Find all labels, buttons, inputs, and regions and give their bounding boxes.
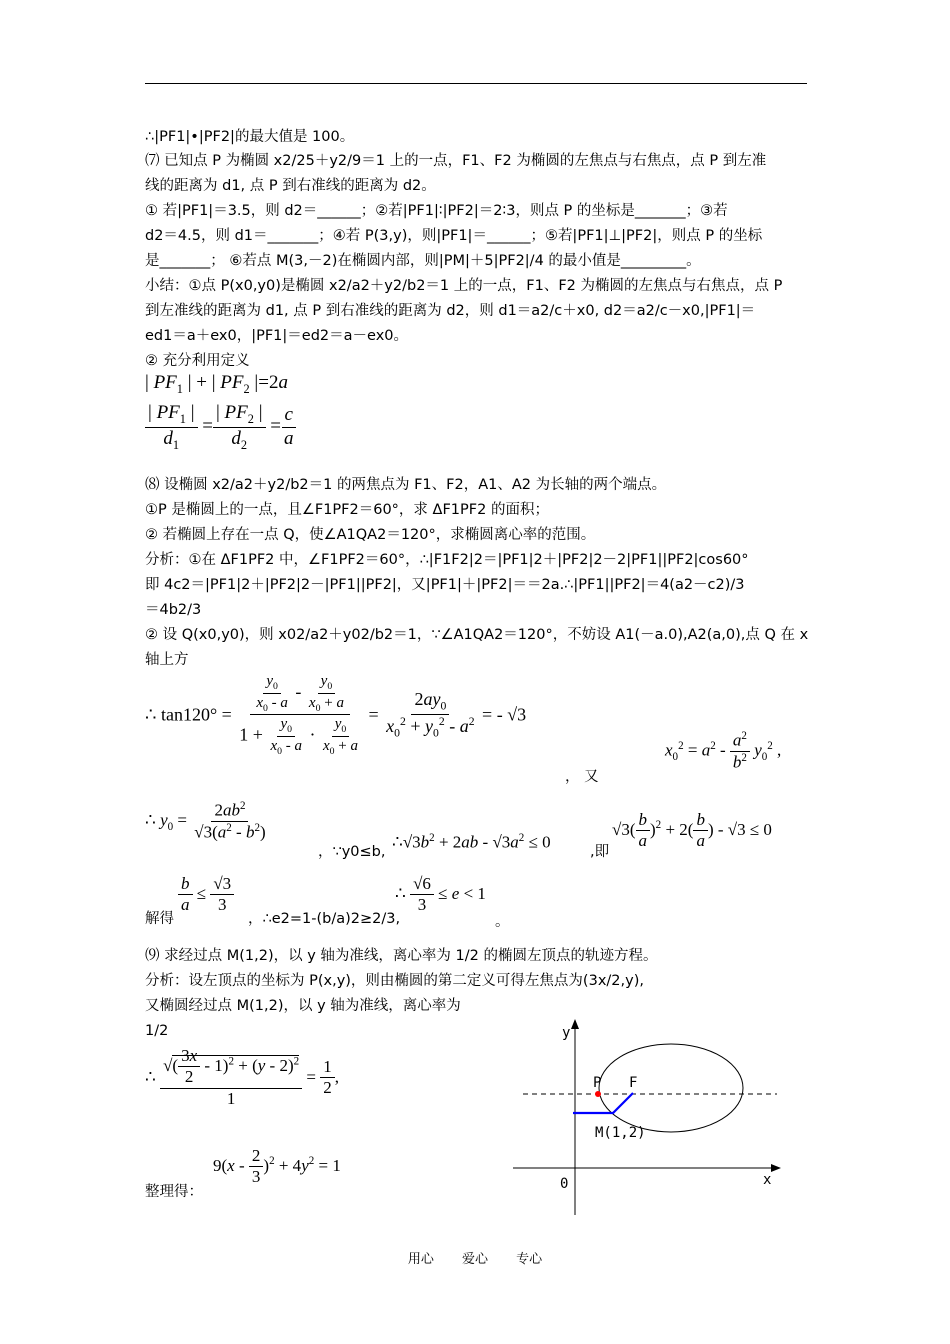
p7-line4: d2＝4.5，则 d1＝_______；④若 P(3,y)，则|PF1|＝______；⑤若|PF1|⊥|PF2|，则点 P 的坐标 bbox=[145, 228, 763, 244]
point-f-label: F bbox=[629, 1075, 638, 1091]
tan120-formula: ∴ tan120° = $\frac{y_0}{x_0 - a}$ - $\frac{y_0}{x_0 + a}$ 1 + $\frac{y_0}{x_0 - a}$ · $\frac{y_0}{x_0 + a}$ = $\frac{2ay_0}{x_0^2 + y_0^2 - a^2}$ = - √3 bbox=[145, 673, 527, 758]
p8-line4: 分析：①在 ΔF1PF2 中，∠F1PF2＝60°，∴|F1F2|2＝|PF1|2＋|PF2|2－2|PF1||PF2|cos60° bbox=[145, 552, 749, 568]
y0-formula: ∴ $y_0$ = $\frac{2ab^2}{√3(a^2 - b^2)}$ bbox=[145, 800, 266, 842]
definition-ratio-formula: $\frac{| PF_1 |}{d_1}$ = $\frac{| PF_2 |}{d_2}$ = $\frac{c}{a}$ bbox=[145, 402, 296, 452]
header-rule bbox=[145, 83, 807, 84]
summary-line1: 小结：①点 P(x0,y0)是椭圆 x2/a2＋y2/b2＝1 上的一点，F1、F2 为椭圆的左焦点与右焦点，点 P bbox=[145, 278, 783, 294]
point-p-label: P bbox=[593, 1075, 602, 1091]
zhengli-text: 整理得： bbox=[145, 1184, 203, 1200]
ba-inequality-formula: √3( $\frac{b}{a}$ )$^2$ + 2( $\frac{b}{a}$ ) - √3 ≤ 0 bbox=[612, 810, 772, 851]
y-axis-arrow bbox=[571, 1019, 579, 1029]
footer-item: 用心 bbox=[407, 1252, 434, 1267]
p9-line3: 又椭圆经过点 M(1,2)，以 y 轴为准线，离心率为 bbox=[145, 998, 461, 1014]
definition-sum-formula: | $PF_1$ | + | $PF_2$ |=2a bbox=[145, 372, 288, 396]
ellipse-figure bbox=[505, 1015, 795, 1220]
x-axis-label: x bbox=[763, 1172, 772, 1188]
e-range-formula: ∴ $\frac{√6}{3}$ ≤ e < 1 bbox=[395, 874, 486, 915]
ji-text: ,即 bbox=[590, 844, 610, 860]
p9-line2: 分析：设左顶点的坐标为 P(x,y)，则由椭圆的第二定义可得左焦点为(3x/2,y), bbox=[145, 973, 644, 989]
y-axis-label: y bbox=[562, 1025, 571, 1041]
p8-line8: 轴上方 bbox=[145, 652, 189, 668]
ellipse bbox=[599, 1044, 743, 1132]
period-text: 。 bbox=[495, 914, 510, 930]
footer-item: 爱心 bbox=[461, 1252, 488, 1267]
inequality-formula: $\therefore√3b^2 + 2ab - √3a^2 \le 0$ bbox=[392, 832, 551, 852]
p7-line2: 线的距离为 d1, 点 P 到右准线的距离为 d2。 bbox=[145, 178, 436, 194]
p9-line1: ⑼ 求经过点 M(1,2)，以 y 轴为准线，离心率为 1/2 的椭圆左顶点的轨迹方程。 bbox=[145, 948, 658, 964]
p7-line3: ① 若|PF1|＝3.5，则 d2＝______；②若|PF1|∶|PF2|＝2∶3，则点 P 的坐标是_______；③若 bbox=[145, 203, 728, 219]
p8-line5: 即 4c2＝|PF1|2＋|PF2|2－|PF1||PF2|，又|PF1|＋|PF2|＝＝2a.∴|PF1||PF2|＝4(a2－c2)/3 bbox=[145, 577, 745, 593]
p8-line6: ＝4b2/3 bbox=[145, 602, 202, 618]
e-squared-text: ，∴e2=1-(b/a)2≥2/3, bbox=[248, 911, 401, 927]
ba-result-formula: $\frac{b}{a}$ ≤ $\frac{√3}{3}$ bbox=[178, 874, 234, 916]
summary-line4: ② 充分利用定义 bbox=[145, 353, 250, 369]
comma-you-text: ， 又 bbox=[565, 769, 599, 785]
footer-item: 专心 bbox=[516, 1252, 543, 1267]
locus-equation-formula: 9(x - $\frac{2}{3}$ )$^2 + 4y^2 = 1$ bbox=[213, 1146, 341, 1187]
origin-label: 0 bbox=[560, 1176, 569, 1192]
p7-line5: 是_______； ⑥若点 M(3,－2)在椭圆内部，则|PM|＋5|PF2|/4 的最小值是_________。 bbox=[145, 253, 701, 269]
p9-line4: 1/2 bbox=[145, 1023, 169, 1039]
locus-distance-formula: ∴ √( $\frac{3x}{2}$ - 1)$^2$ + (y - 2)$^2$ 1 = $\frac{1}{2}$ , bbox=[145, 1046, 339, 1108]
point-m-label: M(1,2) bbox=[595, 1125, 646, 1141]
page-footer bbox=[0, 1248, 950, 1267]
point-p-marker bbox=[595, 1091, 601, 1097]
intro-max-line: ∴|PF1|•|PF2|的最大值是 100。 bbox=[145, 129, 355, 145]
because-y0-text: ，∵y0≤b, bbox=[318, 844, 386, 860]
x-axis-arrow bbox=[771, 1164, 781, 1172]
p8-line2: ①P 是椭圆上的一点，且∠F1PF2＝60°，求 ΔF1PF2 的面积； bbox=[145, 502, 549, 518]
summary-line3: ed1＝a＋ex0，|PF1|＝ed2＝a－ex0。 bbox=[145, 328, 408, 344]
p7-line1: ⑺ 已知点 P 为椭圆 x2/25＋y2/9＝1 上的一点，F1、F2 为椭圆的左焦点与右焦点，点 P 到左准 bbox=[145, 153, 767, 169]
summary-line2: 到左准线的距离为 d1, 点 P 到右准线的距离为 d2，则 d1＝a2/c＋x0, d2＝a2/c－x0,|PF1|＝ bbox=[145, 303, 756, 319]
p8-line3: ② 若椭圆上存在一点 Q，使∠A1QA2＝120°，求椭圆离心率的范围。 bbox=[145, 527, 596, 543]
jiede-text: 解得 bbox=[145, 911, 174, 927]
p8-line7: ② 设 Q(x0,y0)，则 x02/a2＋y02/b2＝1，∵∠A1QA2＝120°，不妨设 A1(－a.0),A2(a,0),点 Q 在 x bbox=[145, 627, 809, 643]
x0-squared-formula: $x_0^2 = a^2$ - $\frac{a^2}{b^2}$ $y_0^2$ , bbox=[665, 730, 782, 772]
p8-line1: ⑻ 设椭圆 x2/a2＋y2/b2＝1 的两焦点为 F1、F2，A1、A2 为长轴的两个端点。 bbox=[145, 477, 667, 493]
